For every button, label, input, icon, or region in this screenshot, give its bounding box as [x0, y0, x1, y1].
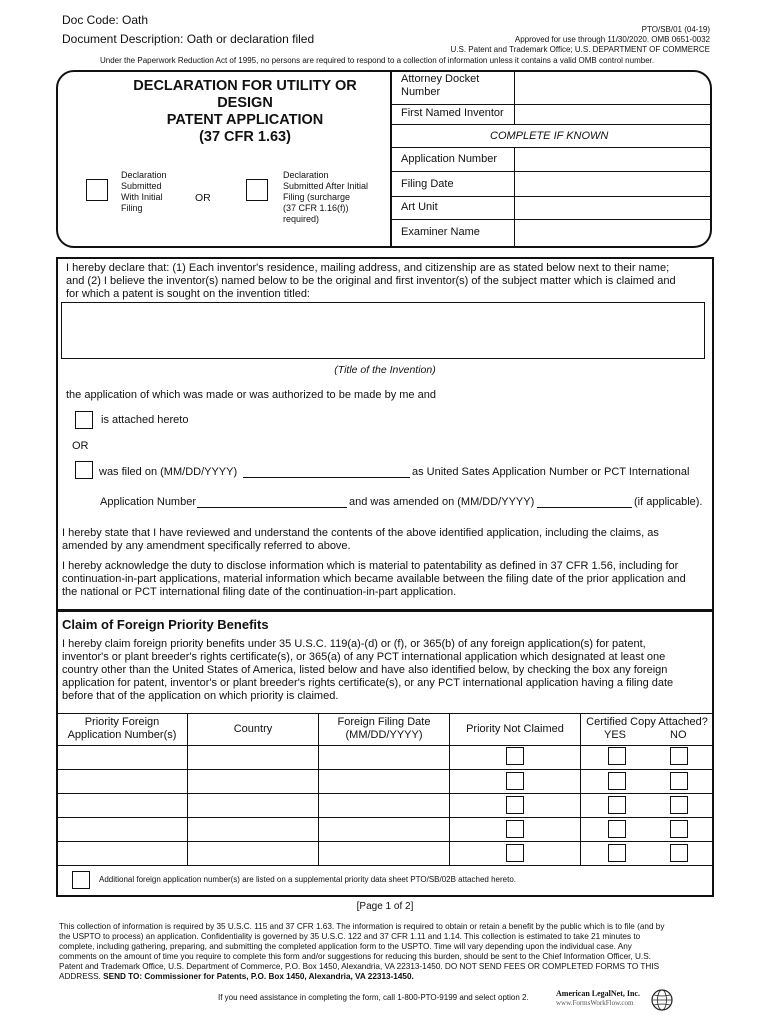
assistance-note: If you need assistance in completing the form, call 1-800-PTO-9199 and select option 2.	[218, 993, 529, 1002]
foreign-heading: Claim of Foreign Priority Benefits	[62, 617, 269, 632]
certified-no-checkbox[interactable]	[670, 772, 688, 790]
certified-no-checkbox[interactable]	[670, 820, 688, 838]
duty-statement: I hereby acknowledge the duty to disclose information which is material to patentability as defined in 37 CFR 1.56, including for continuation-in-part applications, material information which became available between the filing date of the prior application and the national or PCT international filing date of the continuation-in-part application.	[62, 560, 686, 598]
priority-number-input[interactable]	[58, 842, 186, 864]
certified-yes-checkbox[interactable]	[608, 747, 626, 765]
app-number-input[interactable]	[197, 507, 347, 508]
app-number-label: Application Number	[100, 496, 196, 508]
complete-if-known: COMPLETE IF KNOWN	[490, 130, 609, 142]
art-unit-label: Art Unit	[401, 201, 438, 213]
first-inventor-input[interactable]	[516, 105, 710, 123]
examiner-name-label: Examiner Name	[401, 226, 480, 238]
agency: U.S. Patent and Trademark Office; U.S. DEPARTMENT OF COMMERCE	[450, 45, 710, 54]
paperwork-notice: Under the Paperwork Reduction Act of 1995, no persons are required to respond to a collection of information unless it contains a valid OMB control number.	[100, 56, 655, 65]
legalnet-logo: American LegalNet, Inc. www.FormsWorkFlow.com	[552, 988, 702, 1014]
amended-label: and was amended on (MM/DD/YYYY)	[349, 496, 535, 508]
attorney-docket-input[interactable]	[516, 72, 710, 103]
priority-number-input[interactable]	[58, 818, 186, 840]
not-claimed-checkbox[interactable]	[506, 747, 524, 765]
no-header: NO	[670, 729, 687, 741]
filing-date-input[interactable]	[516, 172, 710, 195]
send-to: SEND TO: Commissioner for Patents, P.O. Box 1450, Alexandria, VA 22313-1450.	[103, 972, 414, 981]
if-applicable: (if applicable).	[634, 496, 703, 508]
initial-filing-label: Declaration Submitted With Initial Filing	[121, 170, 167, 213]
attached-checkbox[interactable]	[75, 411, 93, 429]
omb-approval: Approved for use through 11/30/2020. OMB 0651-0032	[514, 35, 710, 44]
country-input[interactable]	[188, 818, 317, 840]
filing-date-input[interactable]	[319, 818, 448, 840]
filing-date-input[interactable]	[319, 842, 448, 864]
title-caption: (Title of the Invention)	[334, 364, 436, 376]
certified-yes-checkbox[interactable]	[608, 844, 626, 862]
foreign-claim-text: I hereby claim foreign priority benefits under 35 U.S.C. 119(a)-(d) or (f), or 365(b) of any foreign application(s) for patent, inventor's or plant breeder's rights certificate(s), or 365(a) of any PCT international application which designated at least one country other than the United States of America, listed below and have also identified below, by checking the box any foreign application for patent, inventor's or plant breeder's rights certificate(s), or any PCT international application having a filing date before that of the application on which priority is claimed.	[62, 638, 674, 702]
form-title: DECLARATION FOR UTILITY OR DESIGN PATENT APPLICATION (37 CFR 1.63)	[133, 78, 357, 145]
after-filing-checkbox[interactable]	[246, 179, 268, 201]
attached-label: is attached hereto	[101, 414, 189, 426]
filing-date-input[interactable]	[319, 770, 448, 792]
attorney-docket-label: Attorney Docket Number	[401, 73, 480, 98]
col-priority-header: Priority Foreign Application Number(s)	[67, 716, 177, 741]
certified-yes-checkbox[interactable]	[608, 796, 626, 814]
col-not-claimed-header: Priority Not Claimed	[466, 723, 564, 735]
certified-yes-checkbox[interactable]	[608, 820, 626, 838]
filing-date-label: Filing Date	[401, 178, 454, 190]
or-label: OR	[195, 192, 211, 204]
application-line: the application of which was made or was authorized to be made by me and	[66, 389, 436, 401]
filed-checkbox[interactable]	[75, 461, 93, 479]
priority-number-input[interactable]	[58, 746, 186, 768]
after-filing-label: Declaration Submitted After Initial Filing (surcharge (37 CFR 1.16(f)) required)	[283, 170, 369, 224]
globe-icon	[650, 988, 674, 1012]
not-claimed-checkbox[interactable]	[506, 844, 524, 862]
reviewed-statement: I hereby state that I have reviewed and understand the contents of the above identified application, including the claims, as amended by any amendment specifically referred to above.	[62, 527, 659, 552]
form-number: PTO/SB/01 (04-19)	[641, 25, 710, 34]
col-certified-header: Certified Copy Attached?	[586, 716, 708, 728]
invention-title-input[interactable]	[61, 302, 705, 359]
us-app-label: as United Sates Application Number or PCT International	[412, 466, 690, 478]
art-unit-input[interactable]	[516, 197, 710, 218]
declaration-intro: I hereby declare that: (1) Each inventor's residence, mailing address, and citizenship are as stated below next to their name; and (2) I believe the inventor(s) named below to be the original and first inventor(s) of the subject matter which is claimed and for which a patent is sought on the invention titled:	[66, 262, 676, 300]
not-claimed-checkbox[interactable]	[506, 796, 524, 814]
col-country-header: Country	[233, 723, 273, 735]
country-input[interactable]	[188, 746, 317, 768]
first-inventor-label: First Named Inventor	[401, 107, 504, 119]
filed-on-label: was filed on (MM/DD/YYYY)	[99, 466, 238, 478]
doc-code: Doc Code: Oath	[62, 13, 149, 27]
or-divider: OR	[72, 440, 89, 452]
filing-date-input[interactable]	[319, 746, 448, 768]
priority-number-input[interactable]	[58, 794, 186, 816]
country-input[interactable]	[188, 770, 317, 792]
additional-foreign-checkbox[interactable]	[72, 871, 90, 889]
examiner-name-input[interactable]	[516, 220, 706, 246]
application-number-input[interactable]	[516, 148, 710, 170]
amended-date-input[interactable]	[537, 507, 632, 508]
country-input[interactable]	[188, 842, 317, 864]
additional-foreign-label: Additional foreign application number(s) are listed on a supplemental priority data sheet PTO/SB/02B attached hereto.	[99, 875, 516, 884]
not-claimed-checkbox[interactable]	[506, 820, 524, 838]
certified-no-checkbox[interactable]	[670, 796, 688, 814]
certified-no-checkbox[interactable]	[670, 747, 688, 765]
priority-number-input[interactable]	[58, 770, 186, 792]
initial-filing-checkbox[interactable]	[86, 179, 108, 201]
burden-statement: This collection of information is required by 35 U.S.C. 115 and 37 CFR 1.63. The information is required to obtain or retain a benefit by the public which is to file (and by the USPTO to process) an application. Confidentiality is governed by 35 U.S.C. 122 and 37 CFR 1.11 and 1.14. This collection is estimated to take 21 minutes to complete, including gathering, preparing, and submitting the completed application form to the USPTO. Time will vary depending upon the individual case. Any comments on the amount of time you require to complete this form and/or suggestions for reducing this burden, should be sent to the Chief Information Officer, U.S. Patent and Trademark Office, U.S. Department of Commerce, P.O. Box 1450, Alexandria, VA 22313-1450. DO NOT SEND FEES OR COMPLETED FORMS TO THIS ADDRESS. SEND TO: Commissioner for Patents, P.O. Box 1450, Alexandria, VA 22313-1450.	[59, 922, 665, 981]
filing-date-input[interactable]	[319, 794, 448, 816]
certified-no-checkbox[interactable]	[670, 844, 688, 862]
filed-date-input[interactable]	[243, 477, 410, 478]
page-indicator: [Page 1 of 2]	[356, 901, 414, 912]
col-filing-header: Foreign Filing Date (MM/DD/YYYY)	[337, 716, 431, 741]
doc-description: Document Description: Oath or declaration filed	[62, 32, 315, 46]
application-number-label: Application Number	[401, 153, 497, 165]
country-input[interactable]	[188, 794, 317, 816]
not-claimed-checkbox[interactable]	[506, 772, 524, 790]
yes-header: YES	[604, 729, 627, 741]
certified-yes-checkbox[interactable]	[608, 772, 626, 790]
